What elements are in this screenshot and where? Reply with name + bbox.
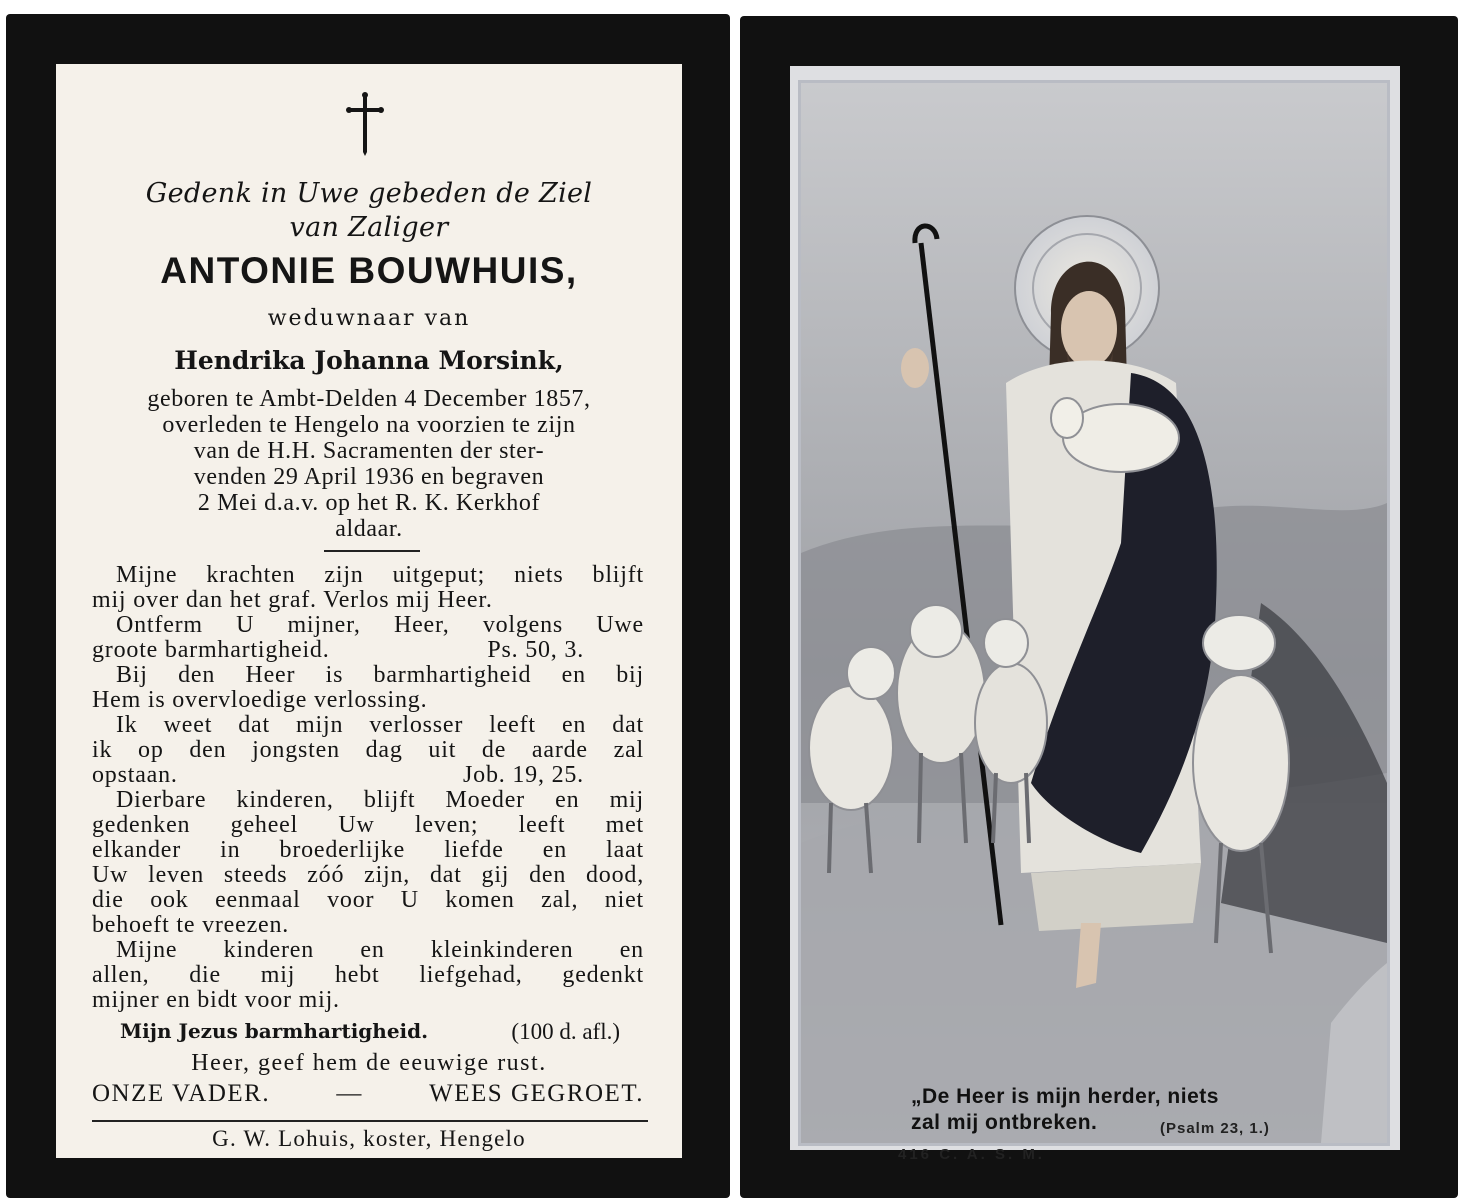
indulgence-note: (100 d. afl.): [511, 1019, 620, 1044]
verse-line: Mijne kinderen en kleinkinderen en: [116, 937, 644, 963]
footer-divider: [92, 1120, 648, 1122]
prayer-dash: —: [336, 1080, 363, 1107]
prayers-row: [92, 1080, 644, 1108]
quote-line-2: zal mij ontbreken.: [911, 1111, 1098, 1134]
verse-line: Ontferm U mijner, Heer, volgens Uwe: [116, 612, 644, 638]
printer-credit: G. W. Lohuis, koster, Hengelo: [212, 1126, 526, 1151]
verse-line: Dierbare kinderen, blijft Moeder en mij: [116, 787, 644, 813]
job-reference: Job. 19, 25.: [463, 762, 584, 788]
bio-line: overleden te Hengelo na voorzien te zijn: [162, 412, 576, 438]
good-shepherd-illustration: [801, 83, 1387, 1143]
jesus-prayer: Mijn Jezus barmhartigheid.: [120, 1019, 429, 1043]
quote-line-1: „De Heer is mijn herder, niets: [911, 1085, 1219, 1108]
short-divider: [324, 550, 420, 552]
verse-line: mij over dan het graf. Verlos mij Heer.: [92, 587, 493, 613]
cross-icon: [344, 92, 386, 158]
closing-line: Heer, geef hem de eeuwige rust.: [191, 1050, 547, 1076]
face-shape: [1061, 291, 1117, 367]
verse-line: opstaan.: [92, 762, 178, 788]
verse-line: behoeft te vreezen.: [92, 912, 290, 938]
verse-ref-line: [92, 637, 644, 663]
intro-line-2: van Zaliger: [289, 212, 449, 243]
verse-line: die ook eenmaal voor U komen zal, niet: [92, 887, 644, 913]
verse-ref-line: [92, 762, 644, 788]
verse-line: Mijne krachten zijn uitgeput; niets blijft: [116, 562, 644, 588]
verse-line: ik op den jongsten dag uit de aarde zal: [92, 737, 644, 763]
verse-line: gedenken geheel Uw leven; leeft met: [92, 812, 644, 838]
picture-frame: [798, 80, 1390, 1146]
image-panel: [790, 66, 1400, 1163]
bio-line: 2 Mei d.a.v. op het R. K. Kerkhof: [197, 490, 541, 516]
bio-line: van de H.H. Sacramenten der ster-: [193, 438, 545, 464]
memorial-card-image-side: [740, 16, 1458, 1198]
prayer-our-father: ONZE VADER.: [92, 1080, 271, 1107]
verse-line: Bij den Heer is barmhartigheid en bij: [116, 662, 644, 688]
relation-label: weduwnaar van: [267, 306, 471, 331]
verse-line: Hem is overvloedige verlossing.: [92, 687, 428, 713]
sheep-shape: [975, 663, 1047, 783]
verse-line: Uw leven steeds zóó zijn, dat gij den dood,: [92, 862, 644, 888]
intro-line-1: Gedenk in Uwe gebeden de Ziel: [145, 178, 593, 209]
bio-line: geboren te Ambt-Delden 4 December 1857,: [147, 386, 591, 412]
spouse-name: Hendrika Johanna Morsink,: [174, 346, 564, 375]
verse-line: allen, die mij hebt liefgehad, gedenkt: [92, 962, 644, 988]
bio-line: aldaar.: [335, 516, 403, 542]
memorial-card-text-side: [6, 14, 730, 1198]
verse-line: groote barmhartigheid.: [92, 637, 330, 663]
sheep-shape: [809, 686, 893, 810]
prayer-hail-mary: WEES GEGROET.: [429, 1080, 644, 1107]
verse-line: Ik weet dat mijn verlosser leeft en dat: [116, 712, 644, 738]
publisher-number: 416 C. A. S. M.: [898, 1146, 1045, 1163]
psalm-reference: (Psalm 23, 1.): [1160, 1120, 1270, 1137]
verse-line: elkander in broederlijke liefde en laat: [92, 837, 644, 863]
verse-line: mijner en bidt voor mij.: [92, 987, 340, 1013]
psalm-reference: Ps. 50, 3.: [487, 637, 584, 663]
deceased-name: ANTONIE BOUWHUIS,: [160, 250, 578, 291]
bio-line: venden 29 April 1936 en begraven: [193, 464, 545, 490]
sheep-shape: [1193, 675, 1289, 851]
text-panel: [56, 64, 682, 1158]
short-prayer-line: [120, 1019, 620, 1045]
